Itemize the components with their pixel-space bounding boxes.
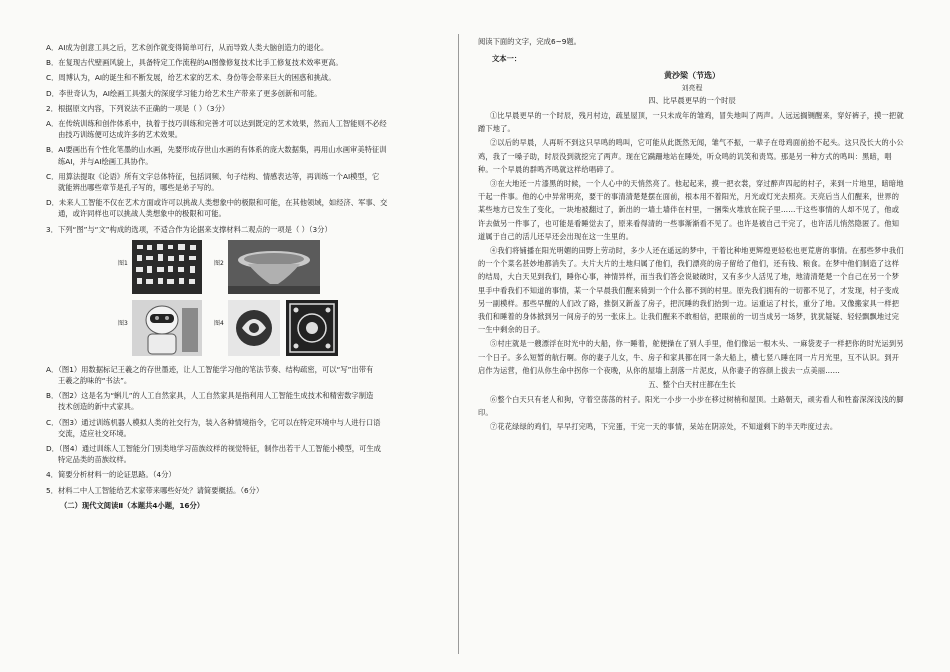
figure-3-label: 图3 — [118, 319, 128, 327]
paragraph-2: ②以后的早晨，人再听不到这只早鸣的鸣叫，它可能从此既然无闻，雏气不振，一辈子在母鸡面前抬不起头。这只没长大的小公鸡，我了一嗓子助，时辰没到就挖完了两声。现在它蹒跚地站在睡处，听众鸣的讥笑和责骂。那是另一种方式的鸣叫：黑暗，唱种。一个早晨的群鸣齐鸣就这样给唱碎了。 — [478, 138, 904, 174]
q3-option-d-line1: D．（图4）通过训练人工智能分门别类地学习苗族纹样的视觉特征，制作出若干人工智能小模型，可生成 — [46, 444, 381, 454]
option-a: A．AI成为创意工具之后，艺术创作就变得简单可行，从而导致人类大脑创造力的退化。 — [46, 43, 329, 52]
paragraph-1: ①比早晨更早的一个时辰，残月村边，疏星屋顶，一只未成年的雏鸡，冒失地叫了两声。人远远搁铡醒来，穿好裤子，摸一把就蹭下地了。 — [478, 111, 904, 134]
figure-3-robot — [118, 300, 202, 356]
right-column — [478, 36, 906, 435]
q3-option-b-line1: B．（图2）这是名为“蝌儿”的人工自然家具，人工自然家具是指利用人工智能生成技术和精密数字制造 — [46, 391, 374, 401]
paragraph-6: ⑥整个白天只有老人和狗，守着空荡荡的村子。阳光一小步一小步在移过树梢和屋顶。土路朝天，顽劣看人和牲畜深深浅浅的脚印。 — [478, 395, 904, 418]
figure-4-miao-pattern — [214, 300, 338, 356]
robot-image — [132, 300, 202, 356]
figure-1-label: 图1 — [118, 259, 128, 267]
q2-option-a-line2: 由技巧训练便可达成许多的艺术效果。 — [58, 130, 183, 140]
paragraph-4: ④我们将铺播在阳光明媚的田野上劳动时，多少人还在遥远的梦中，干着比种地更辉煌更轻松也更荒唐的事情。在那些梦中我们的一个个菜名甚妙地都消失了。大片大片的土地归属了他们，我们漂亮的房子留给了他们，还有钱、粮食。在梦中他们制造了这样的结局，大白天见到我们，睡你心事，神情异样，而当我们答会说破破时，又有多少人活见了地，地清清楚楚一个自己在另一个梦里手中看我们不知道的事情，某一个早晨我们醒来骑到一个什么都不到的村里。原先我们拥有的一切都不见了，才发现，村子变成另一副模样。那些早醒的人们改了路，推倒又新盖了房子，把沉睡的我们抬到一边。运重运了村长，重分了地。又像搬家具一样把我们和睡着的身体掀到另一间房子的另一张床上。让我们醒来不敢相信，把眼前的一切当成另一场梦，犹犹疑疑、轻轻飘飘地过完一生中剩余的日子。 — [478, 246, 904, 335]
column-divider — [458, 34, 459, 654]
option-c: C．周博认为，AI的诞生和不断发展，给艺术家的艺术、身份等会带来巨大的困惑和挑战。 — [46, 73, 336, 83]
figure-panel — [118, 240, 362, 358]
calligraphy-image — [132, 240, 202, 294]
q3-option-d-line2: 特定品类的苗族纹样。 — [58, 455, 131, 465]
paragraph-3: ③在大地还一片漆黑的时候，一个人心中的天悄然亮了。他起起来，摸一把衣裳，穿过醉声四起的村子，来到一片地里，暗暗地干起一件事。他的心中异常明亮，要干的事清清楚楚摆在面前，根本用不着阳光，月光或灯光去照亮。天亮后当人们醒来，世界的某些地方已发生了变化，一块地被翻过了，新出的一墙土墙伴在村里，一捆柴火堆放在院子里……干这些事情的人却不见了，他或许去做另一件事了，也可能是看睡觉去了，原来看得清的一些事渐渐看不见了。也许是被自己干完了，也许活儿悄然隐匿了。他知道属于自己的活儿还早还会出现在这一生里的。 — [478, 179, 904, 241]
figure-1-calligraphy — [118, 240, 202, 294]
section-2-heading: （二）现代文阅读Ⅱ（本题共4小题，16分） — [60, 500, 205, 510]
q3-option-c-line2: 交流，适应社交环境。 — [58, 428, 131, 438]
q2-option-a-line1: A．在传统训练和创作体系中，执着于技巧训练和完善才可以达到既定的艺术效果，然而人工智能则不必经 — [46, 119, 387, 129]
q2-option-d-line2: 通，或许同样也可以挑战人类想象中的极限和可能。 — [58, 209, 226, 219]
q2-option-b-line2: 练AI，并与AI绘画工具协作。 — [58, 156, 153, 166]
section-4-heading: 四、比早晨更早的一个时辰 — [648, 96, 736, 105]
question-5: 5．材料二中人工智能给艺术家带来哪些好处？请简要概括。（6分） — [46, 485, 264, 495]
question-4: 4．简要分析材料一的论证思路。（4分） — [46, 470, 176, 480]
q3-option-c-line1: C．（图3）通过训练机器人模拟人类的社交行为，装入各种情境指令，它可以在特定环境中与人进行口语 — [46, 417, 381, 427]
question-3: 3．下列“图”与“文”构成的选项，不适合作为论据来支撑材料二观点的一项是（ ）（3分） — [46, 224, 332, 234]
option-d: D．李世奇认为，AI绘画工具强大的深度学习能力给艺术生产带来了更多创新和可能。 — [46, 88, 322, 98]
article-title: 黄沙梁（节选） — [664, 71, 720, 80]
option-b: B．在复现古代壁画风貌上，具备特定工作流程的AI图像修复技术比手工修复技术效率更高。 — [46, 58, 343, 68]
section-5-heading: 五、整个白天村庄都在生长 — [648, 380, 736, 390]
text-1-label: 文本一： — [492, 54, 522, 63]
q2-option-b-line1: B．AI要画出有个性化笔墨的山水画，先要形成存世山水画的有体系的庞大数据集，再用山水画审美特征训 — [46, 145, 387, 155]
q3-option-a-line1: A．（图1）用数据标记王羲之的存世墨迹，让人工智能学习他的笔法节奏、结构疏密，可以“写”出带有 — [46, 364, 374, 374]
q2-option-d-line1: D．未来人工智能不仅在艺术方面或许可以挑战人类想象中的极限和可能，在其他领域，如经济、军事、交 — [46, 198, 388, 208]
q2-option-c-line1: C．用算法提取《论语》所有文字总体特征，包括词频、句子结构、情感表达等，再训练一个AI模型，它 — [46, 171, 380, 181]
question-2: 2．根据原文内容，下列说法不正确的一项是（ ）（3分） — [46, 103, 230, 113]
reading-instruction: 阅读下面的文字，完成6~9题。 — [478, 37, 581, 46]
paragraph-7: ⑦花花绿绿的鸡们，早早打完鸣，下完蛋，干完一天的事情，呆站在阴凉处，不知道剩下的半天咋度过去。 — [490, 422, 838, 432]
article-author: 刘亮程 — [681, 84, 703, 92]
q3-option-b-line2: 技术创造的新中式家具。 — [58, 402, 139, 412]
furniture-image — [228, 240, 320, 294]
figure-2-furniture — [214, 240, 320, 294]
figure-4-label: 图4 — [214, 319, 224, 327]
q2-option-c-line2: 就能辨出哪些章节是孔子写的，哪些是弟子写的。 — [58, 183, 219, 193]
figure-2-label: 图2 — [214, 259, 224, 267]
paragraph-5: ⑤村庄就是一艘漂浮在时光中的大船，你一睡着，舵便操在了别人手里，他们像运一根木头、一麻袋麦子一样把你的时光运到另一个日子。多么短暂的航行啊。你的妻子儿女，牛、房子和家具都在同一条大船上，横七竖八睡在同一片月光里，互不认识。到开启作为运营，他们从你生命中拐你一个夜晚，从你的屋墙上刮落一片泥皮，从你妻子的容颜上拔去一点美丽…… — [478, 339, 904, 375]
miao-pattern-image — [228, 300, 338, 356]
left-column — [46, 42, 438, 515]
q3-option-a-line2: 王羲之韵味的“书法”。 — [58, 376, 132, 386]
